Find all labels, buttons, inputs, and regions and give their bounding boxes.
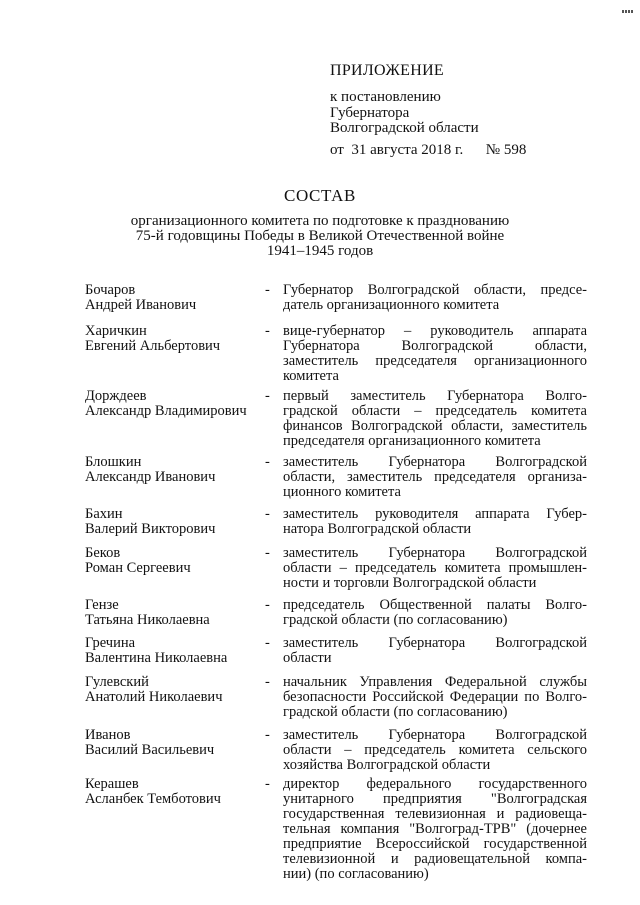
member-surname: Бахин — [85, 506, 123, 522]
member-name — [85, 777, 275, 807]
member-role-line: вице-губернатор – руководитель аппарата — [283, 323, 587, 339]
member-role-line: заместитель Губернатора Волгоградской — [283, 727, 587, 743]
member-role — [283, 507, 587, 537]
member-dash: - — [265, 635, 270, 651]
member-role — [283, 598, 587, 628]
document-heading: СОСТАВ — [284, 186, 356, 205]
member-given-names: Роман Сергеевич — [85, 560, 191, 576]
appendix-line-2: Губернатора — [330, 105, 410, 121]
member-name — [85, 546, 275, 576]
member-dash: - — [265, 674, 270, 690]
appendix-date-number: от 31 августа 2018 г. № 598 — [330, 142, 527, 158]
member-dash: - — [265, 323, 270, 339]
member-role-line: ности и торговли Волгоградской области — [283, 575, 537, 591]
member-role — [283, 675, 587, 720]
member-given-names: Евгений Альбертович — [85, 338, 221, 354]
member-surname: Блошкин — [85, 454, 142, 470]
subtitle-line-3: 1941–1945 годов — [266, 243, 374, 259]
member-role-line: председателя организационного комитета — [283, 433, 541, 449]
appendix-title: ПРИЛОЖЕНИЕ — [330, 62, 445, 79]
member-role-line: директор федерального государственного — [283, 776, 587, 792]
member-name — [85, 324, 275, 354]
member-role-line: заместитель Губернатора Волгоградской — [283, 545, 587, 561]
member-surname: Харичкин — [85, 323, 147, 339]
member-surname: Бочаров — [85, 282, 136, 298]
scan-corner-mark — [622, 0, 640, 4]
member-role-line: натора Волгоградской области — [283, 521, 472, 537]
member-name — [85, 507, 275, 537]
subtitle-line-1: организационного комитета по подготовке к празднованию — [130, 213, 510, 229]
member-surname: Дорждеев — [85, 388, 147, 404]
member-role-line: ционного комитета — [283, 484, 401, 500]
member-name — [85, 728, 275, 758]
member-surname: Гулевский — [85, 674, 149, 690]
member-given-names: Анатолий Николаевич — [85, 689, 223, 705]
member-role — [283, 636, 587, 666]
member-role-line: председатель Общественной палаты Волго- — [283, 597, 587, 613]
subtitle-line-2: 75-й годовщины Победы в Великой Отечественной войне — [135, 228, 505, 244]
member-role-line: начальник Управления Федеральной службы — [283, 674, 587, 690]
member-surname: Иванов — [85, 727, 131, 743]
member-role-line: заместитель председателя организационного — [283, 353, 587, 369]
member-role — [283, 283, 587, 313]
member-name — [85, 455, 275, 485]
member-role-line: первый заместитель Губернатора Волго- — [283, 388, 587, 404]
member-role — [283, 777, 587, 882]
member-given-names: Валерий Викторович — [85, 521, 216, 537]
member-surname: Гензе — [85, 597, 119, 613]
member-role-line: Губернатора Волгоградской области, — [283, 338, 587, 354]
member-role-line: области, заместитель председателя организа- — [283, 469, 587, 485]
appendix-line-3: Волгоградской области — [330, 120, 479, 136]
member-role-line: градской области (по согласованию) — [283, 704, 508, 720]
member-role-line: градской области – председатель комитета — [283, 403, 587, 419]
member-given-names: Василий Васильевич — [85, 742, 215, 758]
member-name — [85, 636, 275, 666]
member-dash: - — [265, 597, 270, 613]
member-given-names: Александр Иванович — [85, 469, 216, 485]
member-name — [85, 675, 275, 705]
member-given-names: Асланбек Темботович — [85, 791, 221, 807]
member-role — [283, 389, 587, 449]
member-role-line: финансов Волгоградской области, заместитель — [283, 418, 587, 434]
member-role-line: предприятие Всероссийской государственной — [283, 836, 587, 852]
member-role-line: нии) (по согласованию) — [283, 866, 429, 882]
member-role-line: комитета — [283, 368, 339, 384]
member-dash: - — [265, 454, 270, 470]
member-role-line: градской области (по согласованию) — [283, 612, 508, 628]
member-role — [283, 546, 587, 591]
member-dash: - — [265, 727, 270, 743]
member-role-line: телевизионной и радиовещательной компа- — [283, 851, 587, 867]
member-role-line: заместитель Губернатора Волгоградской — [283, 454, 587, 470]
member-role-line: области – председатель комитета промышлен- — [283, 560, 587, 576]
member-role — [283, 728, 587, 773]
member-dash: - — [265, 506, 270, 522]
member-role-line: безопасности Российской Федерации по Волго- — [283, 689, 587, 705]
member-dash: - — [265, 776, 270, 792]
member-role-line: хозяйства Волгоградской области — [283, 757, 491, 773]
member-given-names: Андрей Иванович — [85, 297, 197, 313]
member-name — [85, 598, 275, 628]
member-dash: - — [265, 545, 270, 561]
member-role-line: унитарного предприятия "Волгоградская — [283, 791, 587, 807]
member-role-line: датель организационного комитета — [283, 297, 500, 313]
member-role — [283, 324, 587, 384]
member-given-names: Александр Владимирович — [85, 403, 247, 419]
member-role-line: Губернатор Волгоградской области, предсе- — [283, 282, 587, 298]
member-role — [283, 455, 587, 500]
member-name — [85, 283, 275, 313]
member-given-names: Валентина Николаевна — [85, 650, 228, 666]
member-role-line: области — [283, 650, 332, 666]
member-name — [85, 389, 275, 419]
member-role-line: области – председатель комитета сельского — [283, 742, 587, 758]
appendix-line-1: к постановлению — [330, 89, 441, 105]
member-given-names: Татьяна Николаевна — [85, 612, 210, 628]
member-dash: - — [265, 388, 270, 404]
member-role-line: заместитель руководителя аппарата Губер- — [283, 506, 587, 522]
member-surname: Беков — [85, 545, 121, 561]
member-dash: - — [265, 282, 270, 298]
member-surname: Гречина — [85, 635, 136, 651]
member-role-line: заместитель Губернатора Волгоградской — [283, 635, 587, 651]
member-role-line: тельная компания "Волгоград-ТРВ" (дочернее — [283, 821, 587, 837]
member-surname: Керашев — [85, 776, 139, 792]
member-role-line: государственная телевизионная и радиовеща- — [283, 806, 587, 822]
